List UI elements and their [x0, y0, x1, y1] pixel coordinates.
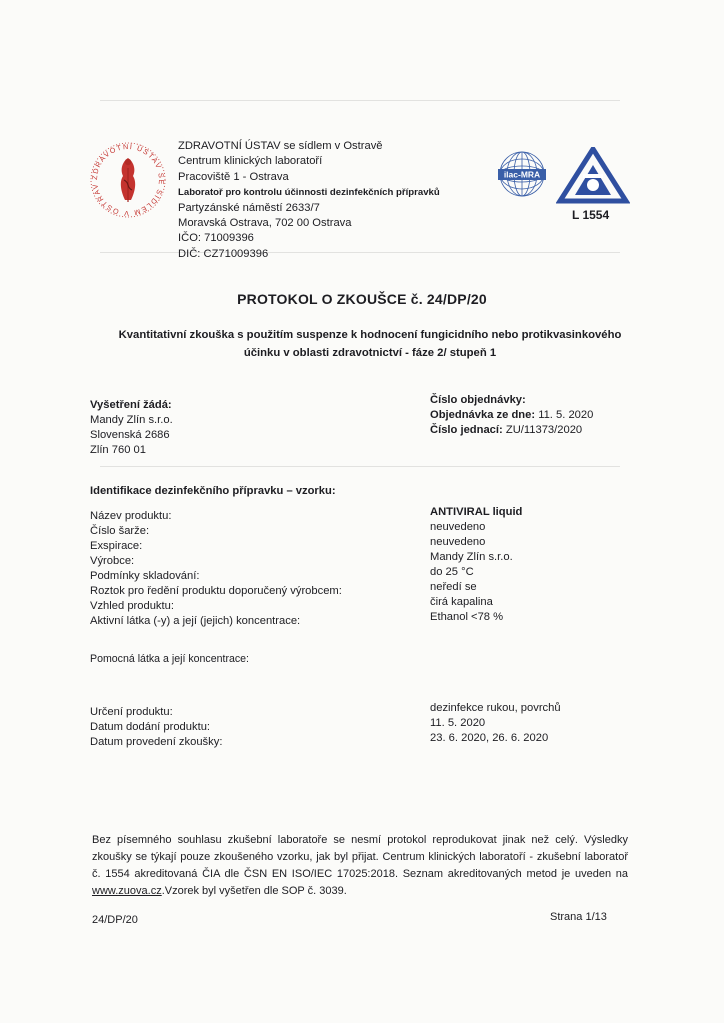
vat-id: DIČ: CZ71009396: [178, 247, 269, 260]
batch-label: Číslo šarže:: [90, 525, 150, 537]
product-name-value: ANTIVIRAL liquid: [430, 506, 523, 518]
website-link[interactable]: www.zuova.cz: [92, 885, 162, 897]
purpose-label: Určení produktu:: [90, 706, 173, 718]
batch-value: neuvedeno: [430, 521, 486, 533]
protocol-code: 24/DP/20: [92, 914, 138, 926]
order-ref-value: ZU/11373/2020: [505, 424, 583, 436]
purpose-value: dezinfekce rukou, povrchů: [430, 702, 561, 714]
active-substance-label: Aktivní látka (-y) a její (jejich) koncentrace:: [90, 615, 301, 627]
company-id: IČO: 71009396: [178, 232, 254, 245]
order-ref-label: Číslo jednací:: [430, 424, 503, 436]
dilution-label: Roztok pro ředění produktu doporučený výrobcem:: [90, 585, 342, 597]
requester-city: Zlín 760 01: [90, 444, 146, 456]
identification-heading: [90, 484, 336, 499]
identification-labels: [90, 509, 342, 629]
usage-labels: [90, 705, 222, 750]
seal-text: ZDRAVOTNÍ ÚSTAV SE SÍDLEM V OSTRAV: [89, 141, 167, 219]
storage-value: do 25 °C: [430, 566, 474, 578]
usage-values: [430, 701, 561, 746]
order-block: [430, 393, 593, 438]
page-number: Strana 1/13: [550, 911, 607, 923]
dilution-value: neředí se: [430, 581, 477, 593]
notice-text: Bez písemného souhlasu zkušební laboratoře se nesmí protokol reprodukovat jinak než celý. Výsledky zkoušky se týkají pouze zkoušeného vzorku, jak byl přijat. Centrum klinických laboratoří - zkušební laboratoř č. 1554 akreditovaná ČIA dle ČSN EN ISO/IEC 17025:2018. Seznam akreditovaných metod je uveden na: [92, 834, 628, 880]
address-street: Partyzánské náměstí 2633/7: [178, 201, 320, 214]
appearance-label: Vzhled produktu:: [90, 600, 174, 612]
cia-accreditation-logo: [556, 147, 630, 205]
protocol-title: PROTOKOL O ZKOUŠCE č. 24/DP/20: [237, 291, 487, 307]
storage-label: Podmínky skladování:: [90, 570, 200, 582]
expiry-label: Exspirace:: [90, 540, 143, 552]
active-substance-value: Ethanol <78 %: [430, 611, 504, 623]
product-name-label: Název produktu:: [90, 510, 172, 522]
institute-name: ZDRAVOTNÍ ÚSTAV se sídlem v Ostravě: [178, 140, 383, 152]
manufacturer-label: Výrobce:: [90, 555, 135, 567]
address-city: Moravská Ostrava, 702 00 Ostrava: [178, 217, 352, 230]
show-through-line: [100, 100, 620, 101]
manufacturer-value: Mandy Zlín s.r.o.: [430, 551, 513, 563]
institute-workplace: Pracoviště 1 - Ostrava: [178, 170, 289, 183]
delivery-date-label: Datum dodání produktu:: [90, 721, 211, 733]
reproduction-notice: [92, 832, 628, 900]
appearance-value: čirá kapalina: [430, 596, 493, 608]
ilac-logo-text: ilac-MRA: [503, 169, 541, 180]
ilac-mra-logo: [492, 148, 552, 200]
institute-seal-logo: [88, 140, 168, 220]
test-date-value: 23. 6. 2020, 26. 6. 2020: [430, 732, 549, 744]
identification-heading-text: Identifikace dezinfekčního přípravku – vzorku:: [90, 485, 336, 497]
requester-block: [90, 398, 173, 458]
order-date-label: Objednávka ze dne:: [430, 409, 536, 421]
auxiliary-substance-label: Pomocná látka a její koncentrace:: [90, 653, 249, 665]
requester-name: Mandy Zlín s.r.o.: [90, 414, 173, 426]
accreditation-number: L 1554: [572, 208, 610, 222]
expiry-value: neuvedeno: [430, 536, 486, 548]
institute-header: [178, 139, 440, 262]
identification-values: [430, 505, 522, 625]
order-date-value: 11. 5. 2020: [538, 409, 594, 421]
notice-text-end: .Vzorek byl vyšetřen dle SOP č. 3039.: [161, 885, 347, 897]
requester-heading: Vyšetření žádá:: [90, 399, 172, 411]
requester-street: Slovenská 2686: [90, 429, 170, 441]
protocol-subtitle: Kvantitativní zkouška s použitím suspenze k hodnocení fungicidního nebo protikvasinkového účinku v oblasti zdravotnictví - fáze 2/ stupeň 1: [118, 329, 622, 359]
lab-name: Laboratoř pro kontrolu účinnosti dezinfekčních přípravků: [178, 187, 440, 199]
order-heading: Číslo objednávky:: [430, 394, 526, 406]
test-date-label: Datum provedení zkoušky:: [90, 736, 223, 748]
show-through-line: [100, 466, 620, 467]
delivery-date-value: 11. 5. 2020: [430, 717, 486, 729]
institute-centre: Centrum klinických laboratoří: [178, 155, 323, 168]
